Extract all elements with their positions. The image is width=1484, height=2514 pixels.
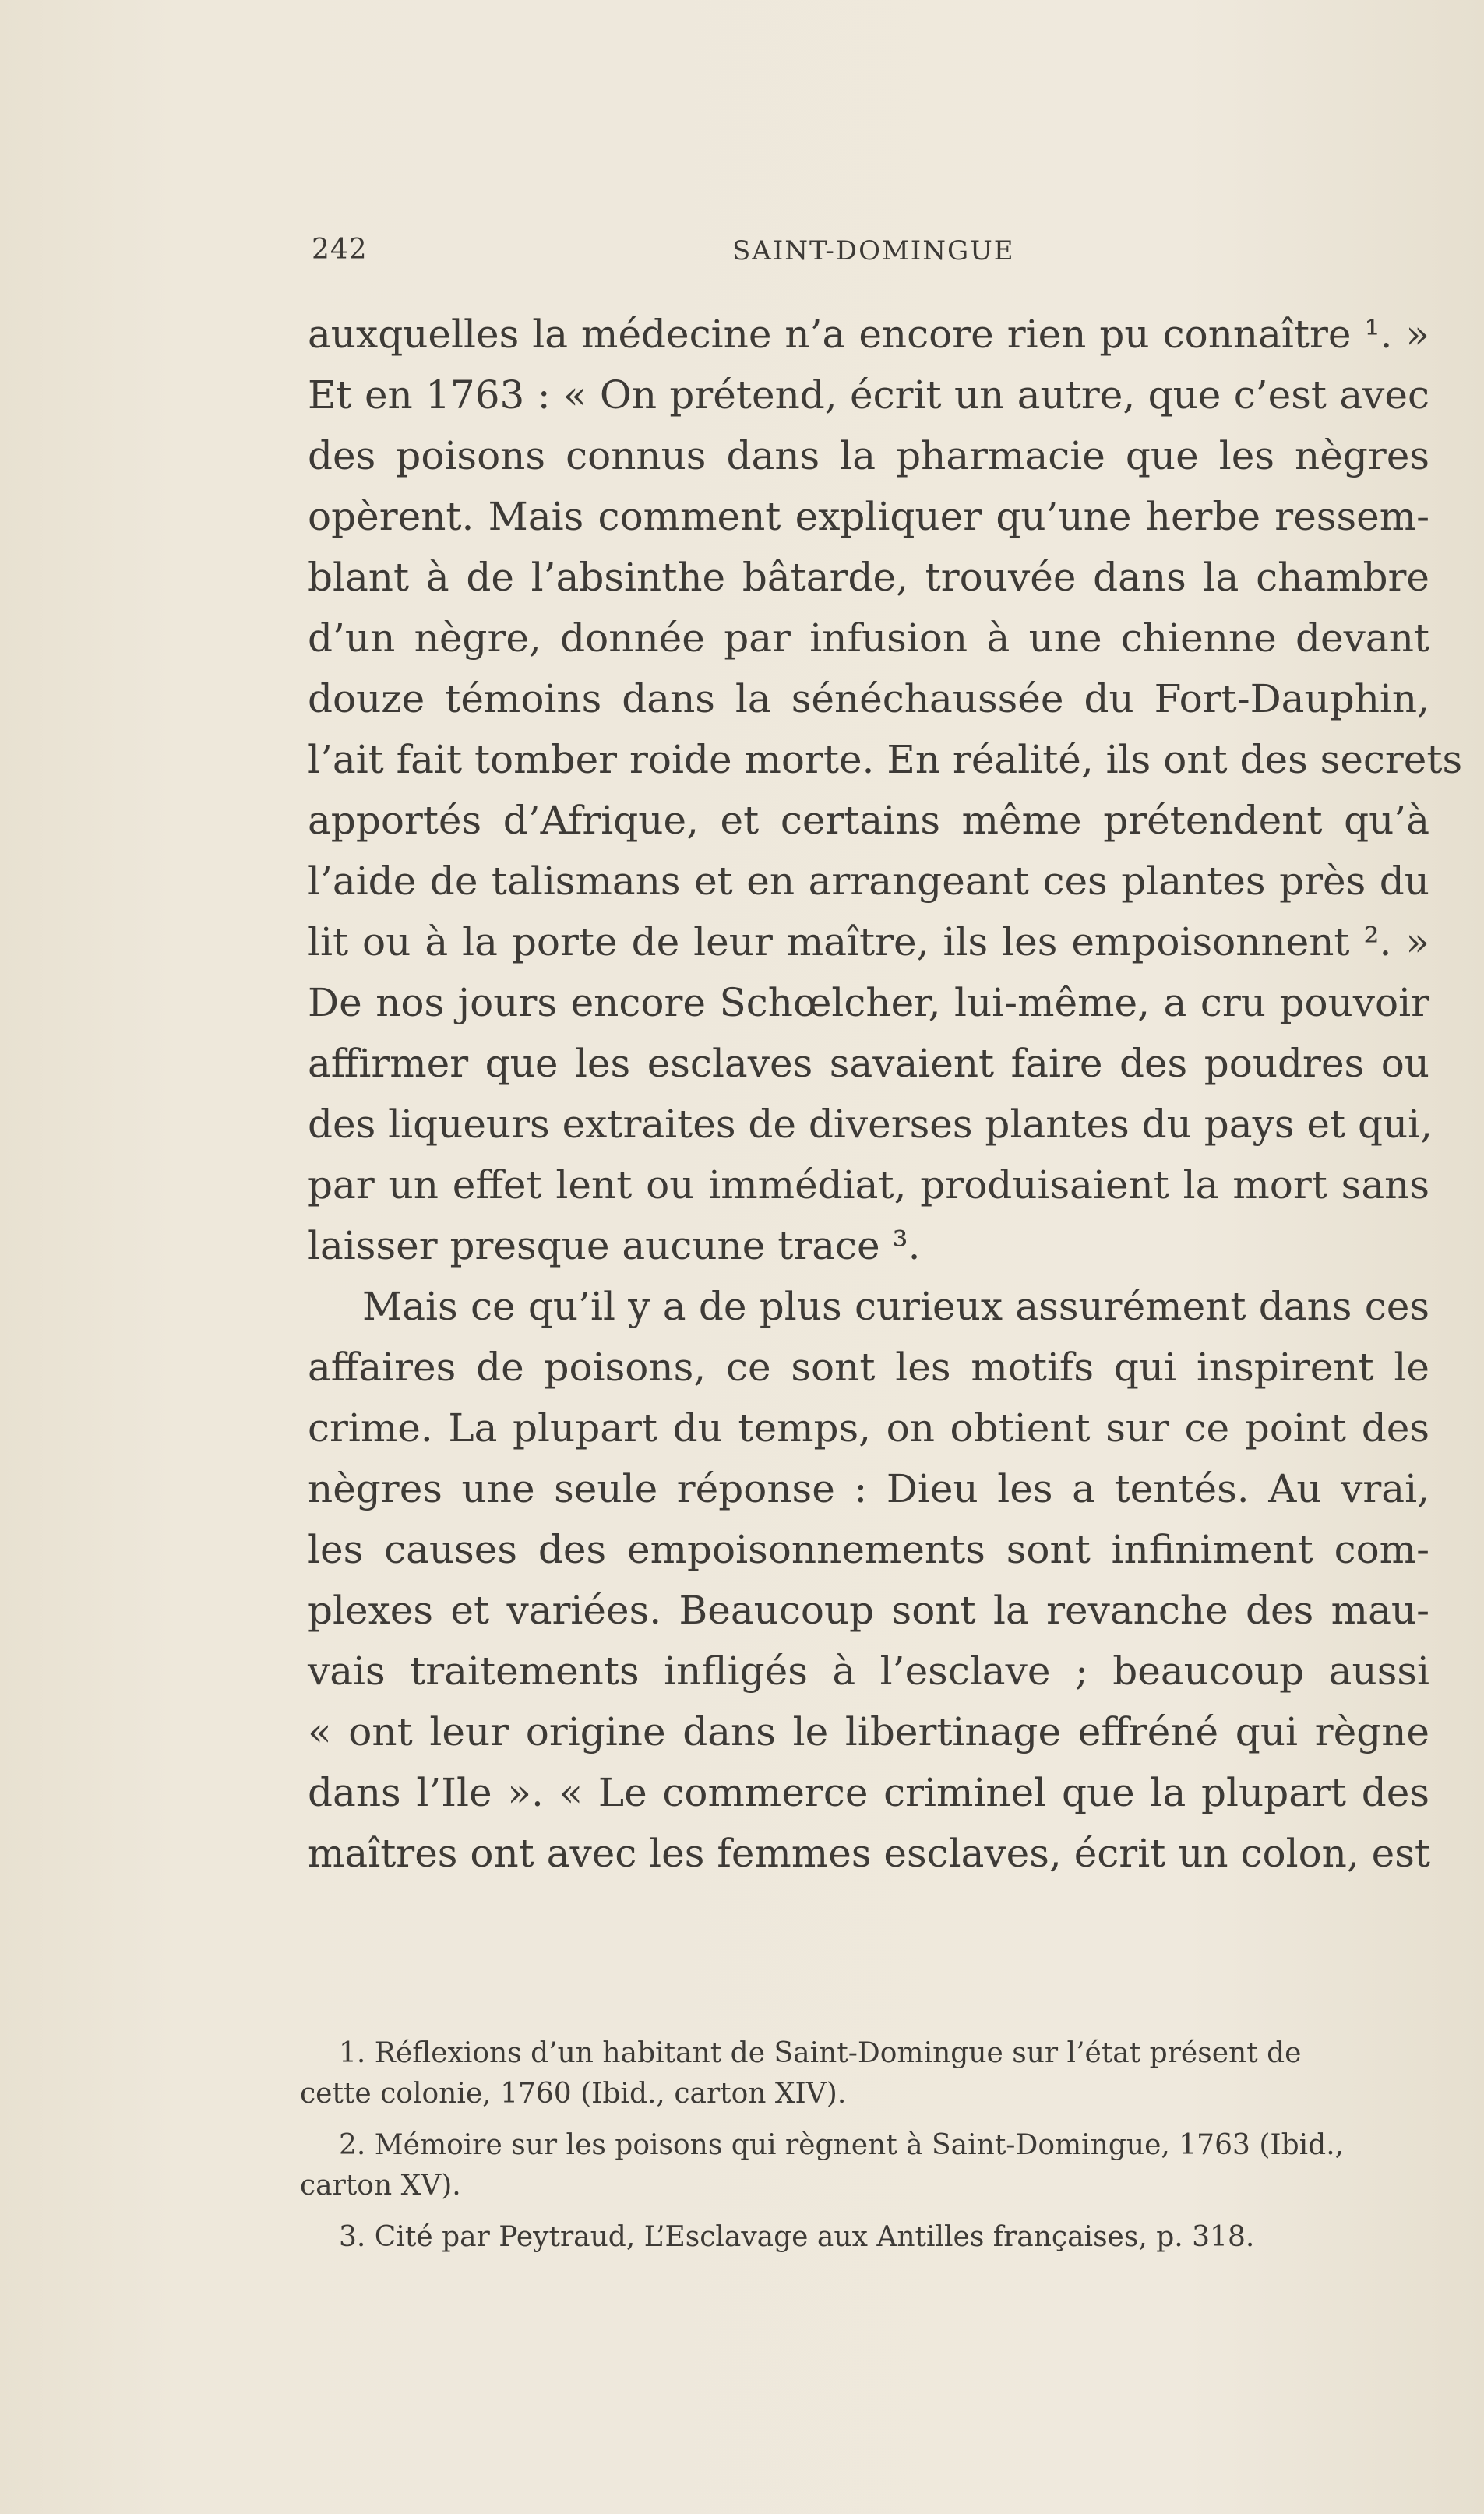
text-line: crime. La plupart du temps, on obtient sur ce point des bbox=[308, 1405, 1429, 1451]
text-line: De nos jours encore Schœlcher, lui-même, a cru pouvoir bbox=[308, 980, 1429, 1025]
text-line: par un effet lent ou immédiat, produisaient la mort sans bbox=[308, 1162, 1429, 1208]
footnotes bbox=[300, 2033, 1437, 2269]
footnote-line: cette colonie, 1760 (Ibid., carton XIV). bbox=[300, 2078, 847, 2110]
page-header bbox=[312, 234, 1433, 273]
text-line-paragraph-end: laisser presque aucune trace ³. bbox=[308, 1223, 921, 1268]
footnote-line: 1. Réflexions d’un habitant de Saint-Domingue sur l’état présent de bbox=[339, 2037, 1302, 2069]
text-line: des poisons connus dans la pharmacie que les nègres bbox=[308, 433, 1429, 478]
text-line: l’aide de talismans et en arrangeant ces plantes près du bbox=[308, 859, 1429, 904]
text-line: plexes et variées. Beaucoup sont la revanche des mau- bbox=[308, 1588, 1429, 1633]
text-line: des liqueurs extraites de diverses plantes du pays et qui, bbox=[308, 1102, 1433, 1147]
footnote-1 bbox=[300, 2033, 1437, 2114]
running-title: SAINT-DOMINGUE bbox=[732, 235, 1015, 266]
text-line: Et en 1763 : « On prétend, écrit un autre, que c’est avec bbox=[308, 372, 1429, 418]
text-line: les causes des empoisonnements sont infiniment com- bbox=[308, 1527, 1429, 1572]
text-line: blant à de l’absinthe bâtarde, trouvée dans la chambre bbox=[308, 555, 1429, 600]
text-line: dans l’Ile ». « Le commerce criminel que la plupart des bbox=[308, 1770, 1429, 1815]
text-line: vais traitements infligés à l’esclave ; beaucoup aussi bbox=[308, 1648, 1429, 1694]
footnote-line: 3. Cité par Peytraud, L’Esclavage aux Antilles françaises, p. 318. bbox=[339, 2221, 1255, 2253]
text-line: opèrent. Mais comment expliquer qu’une herbe ressem- bbox=[308, 494, 1429, 539]
text-line: affaires de poisons, ce sont les motifs qui inspirent le bbox=[308, 1345, 1429, 1390]
text-line: lit ou à la porte de leur maître, ils les empoisonnent ². » bbox=[308, 919, 1429, 964]
text-line: « ont leur origine dans le libertinage effréné qui règne bbox=[308, 1709, 1429, 1754]
text-line: d’un nègre, donnée par infusion à une chienne devant bbox=[308, 615, 1429, 661]
text-line: apportés d’Afrique, et certains même prétendent qu’à bbox=[308, 798, 1429, 843]
text-line: affirmer que les esclaves savaient faire des poudres ou bbox=[308, 1041, 1429, 1086]
text-line: l’ait fait tomber roide morte. En réalité, ils ont des secrets bbox=[308, 737, 1463, 782]
text-line: nègres une seule réponse : Dieu les a tentés. Au vrai, bbox=[308, 1466, 1429, 1511]
footnote-2 bbox=[300, 2125, 1437, 2206]
footnote-line: carton XV). bbox=[300, 2170, 461, 2202]
text-line: auxquelles la médecine n’a encore rien pu connaître ¹. » bbox=[308, 312, 1429, 357]
footnote-line: 2. Mémoire sur les poisons qui règnent à Saint-Domingue, 1763 (Ibid., bbox=[339, 2129, 1345, 2161]
body-text bbox=[308, 304, 1463, 1884]
text-line-paragraph-start: Mais ce qu’il y a de plus curieux assurément dans ces bbox=[362, 1284, 1429, 1329]
text-line: douze témoins dans la sénéchaussée du Fort-Dauphin, bbox=[308, 676, 1429, 721]
page-number: 242 bbox=[312, 234, 368, 266]
text-line: maîtres ont avec les femmes esclaves, écrit un colon, est bbox=[308, 1831, 1431, 1876]
footnote-3 bbox=[300, 2217, 1437, 2258]
